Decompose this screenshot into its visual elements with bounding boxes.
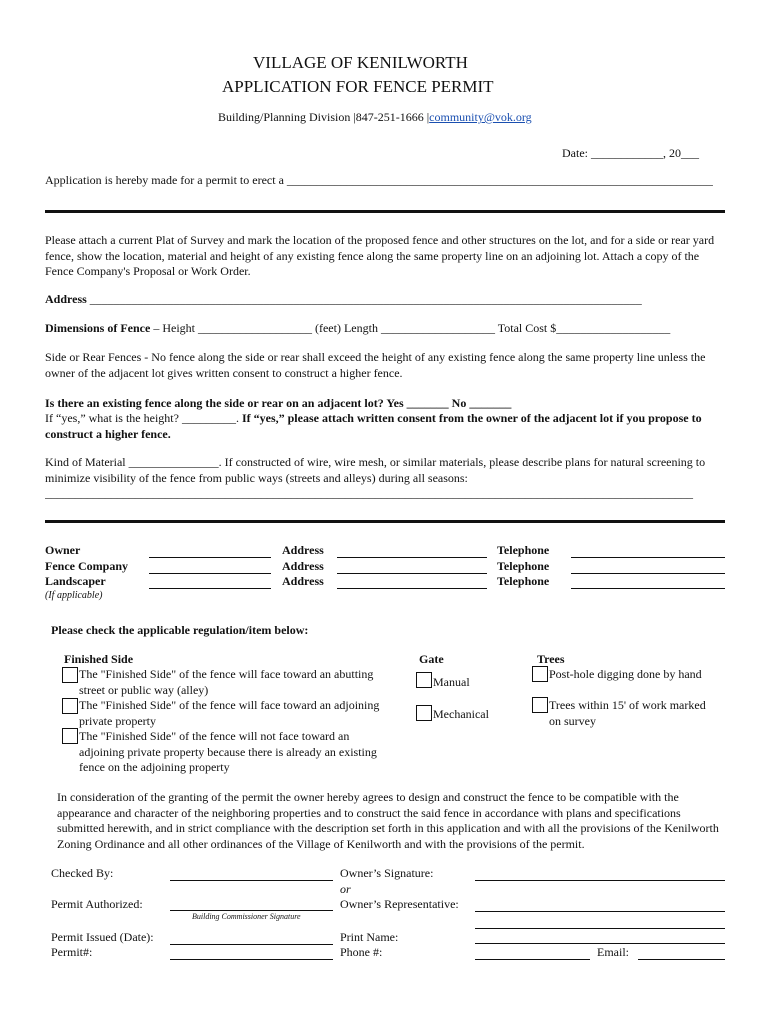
form-subtitle: APPLICATION FOR FENCE PERMIT (222, 77, 494, 96)
permit-authorized-line[interactable] (170, 910, 333, 911)
owner-representative-line[interactable] (475, 911, 725, 912)
finished-side-street-checkbox[interactable] (62, 667, 78, 683)
landscaper-telephone-label: Telephone (497, 574, 550, 588)
permit-number-label: Permit#: (51, 945, 93, 959)
finished-side-existing-text: The "Finished Side" of the fence will not face toward an adjoining private property because there is already an existing fence on the adjoining property (79, 729, 377, 774)
owner-telephone-line[interactable] (571, 557, 725, 558)
owner-telephone-label: Telephone (497, 543, 550, 557)
fence-company-address-line[interactable] (337, 573, 487, 574)
erect-line: Application is hereby made for a permit to erect a _______________________________________________________________________ (45, 173, 713, 187)
permit-authorized-label: Permit Authorized: (51, 897, 143, 911)
owner-signature-line[interactable] (475, 880, 725, 881)
material-blank: ____________________________________________________________________________________________________________ (45, 486, 693, 500)
gate-mechanical-checkbox[interactable] (416, 705, 432, 721)
print-name-label: Print Name: (340, 930, 399, 944)
phone-label: Phone #: (340, 945, 383, 959)
landscaper-address-line[interactable] (337, 588, 487, 589)
email-link[interactable]: community@vok.org (429, 110, 532, 124)
fence-company-telephone-label: Telephone (497, 559, 550, 573)
owner-label: Owner (45, 543, 81, 557)
material-text: Kind of Material _______________. If constructed of wire, wire mesh, or similar materials, please describe plans for natural screening to minimize visibility of the fence from public ways (streets and alleys) during all seasons: (45, 455, 706, 485)
gate-mechanical-label: Mechanical (433, 707, 489, 721)
permit-issued-line[interactable] (170, 944, 333, 945)
or-label: or (340, 882, 351, 896)
fence-company-telephone-line[interactable] (571, 573, 725, 574)
owner-name-line[interactable] (149, 557, 271, 558)
trees-posthole-text: Post-hole digging done by hand (549, 667, 702, 681)
finished-side-title: Finished Side (64, 652, 134, 666)
commissioner-signature-caption: Building Commissioner Signature (192, 912, 301, 921)
phone-line[interactable] (475, 959, 590, 960)
attach-instructions: Please attach a current Plat of Survey and mark the location of the proposed fence and other structures on the lot, and for a side or rear yard fence, show the location, material and height of any existing fence along the same property line on an adjoining lot. Attach a copy of the Fence Company's Proposal or Work Order. (45, 233, 715, 278)
email-label: Email: (597, 945, 629, 959)
divider (45, 210, 725, 213)
landscaper-telephone-line[interactable] (571, 588, 725, 589)
fence-company-address-label: Address (282, 559, 324, 573)
checked-by-line[interactable] (170, 880, 333, 881)
existing-fence-height (45, 411, 727, 442)
form-title: VILLAGE OF KENILWORTH (253, 53, 468, 72)
address-field (45, 292, 642, 307)
trees-title: Trees (537, 652, 565, 666)
divider (45, 520, 725, 523)
finished-side-adjoining-checkbox[interactable] (62, 698, 78, 714)
print-name-line[interactable] (475, 943, 725, 944)
owner-address-line[interactable] (337, 557, 487, 558)
landscaper-label: Landscaper (45, 574, 106, 588)
division-line (218, 110, 532, 125)
permit-number-line[interactable] (170, 959, 333, 960)
address-blank: ____________________________________________________________________________________________ (86, 292, 642, 306)
consent-note: If “yes,” please attach written consent from the owner of the adjacent lot if you propose to construct a higher fence. (45, 411, 702, 441)
finished-side-adjoining-text: The "Finished Side" of the fence will face toward an adjoining private property (79, 698, 380, 728)
owner-signature-label: Owner’s Signature: (340, 866, 434, 880)
dimensions-blanks: – Height ___________________ (feet) Length ___________________ Total Cost $___________________ (150, 321, 671, 335)
landscaper-address-label: Address (282, 574, 324, 588)
gate-title: Gate (419, 652, 444, 666)
owner-representative-label: Owner’s Representative: (340, 897, 459, 911)
landscaper-name-line[interactable] (149, 588, 271, 589)
fence-company-label: Fence Company (45, 559, 128, 573)
extra-signature-line[interactable] (475, 928, 725, 929)
trees-within-checkbox[interactable] (532, 697, 548, 713)
finished-side-street-text: The "Finished Side" of the fence will face toward an abutting street or public way (alley) (79, 667, 374, 697)
email-line[interactable] (638, 959, 725, 960)
owner-address-label: Address (282, 543, 324, 557)
dimensions-label: Dimensions of Fence (45, 321, 151, 335)
division-text: Building/Planning Division |847-251-1666 | (218, 110, 430, 124)
existing-fence-question: Is there an existing fence along the side or rear on an adjacent lot? Yes _______ No _______ (45, 396, 512, 410)
date-field: Date: ____________, 20___ (562, 146, 699, 160)
agreement-paragraph: In consideration of the granting of the permit the owner hereby agrees to design and construct the fence to be compatible with the appearance and character of the neighboring properties and to construct the said fence in accordance with plans and specifications submitted herewith, and in strict compliance with the description set forth in this application and with all the provisions of the Kenilworth Zoning Ordinance and all other ordinances of the Village of Kenilworth and with the provisions of the permit. (57, 790, 719, 851)
dimensions-field (45, 321, 670, 336)
height-question: If “yes,” what is the height? _________. (45, 411, 242, 425)
if-applicable-note: (If applicable) (45, 590, 103, 601)
address-label: Address (45, 292, 87, 306)
gate-manual-label: Manual (433, 675, 470, 689)
trees-posthole-checkbox[interactable] (532, 666, 548, 682)
permit-issued-label: Permit Issued (Date): (51, 930, 154, 944)
finished-side-existing-checkbox[interactable] (62, 728, 78, 744)
gate-manual-checkbox[interactable] (416, 672, 432, 688)
checked-by-label: Checked By: (51, 866, 114, 880)
side-rear-rule: Side or Rear Fences - No fence along the side or rear shall exceed the height of any existing fence along the same property line unless the owner of the adjacent lot gives written consent to construct a higher fence. (45, 350, 706, 380)
regulation-heading: Please check the applicable regulation/item below: (51, 623, 309, 637)
fence-company-name-line[interactable] (149, 573, 271, 574)
trees-within-text: Trees within 15' of work marked on survey (549, 698, 706, 728)
